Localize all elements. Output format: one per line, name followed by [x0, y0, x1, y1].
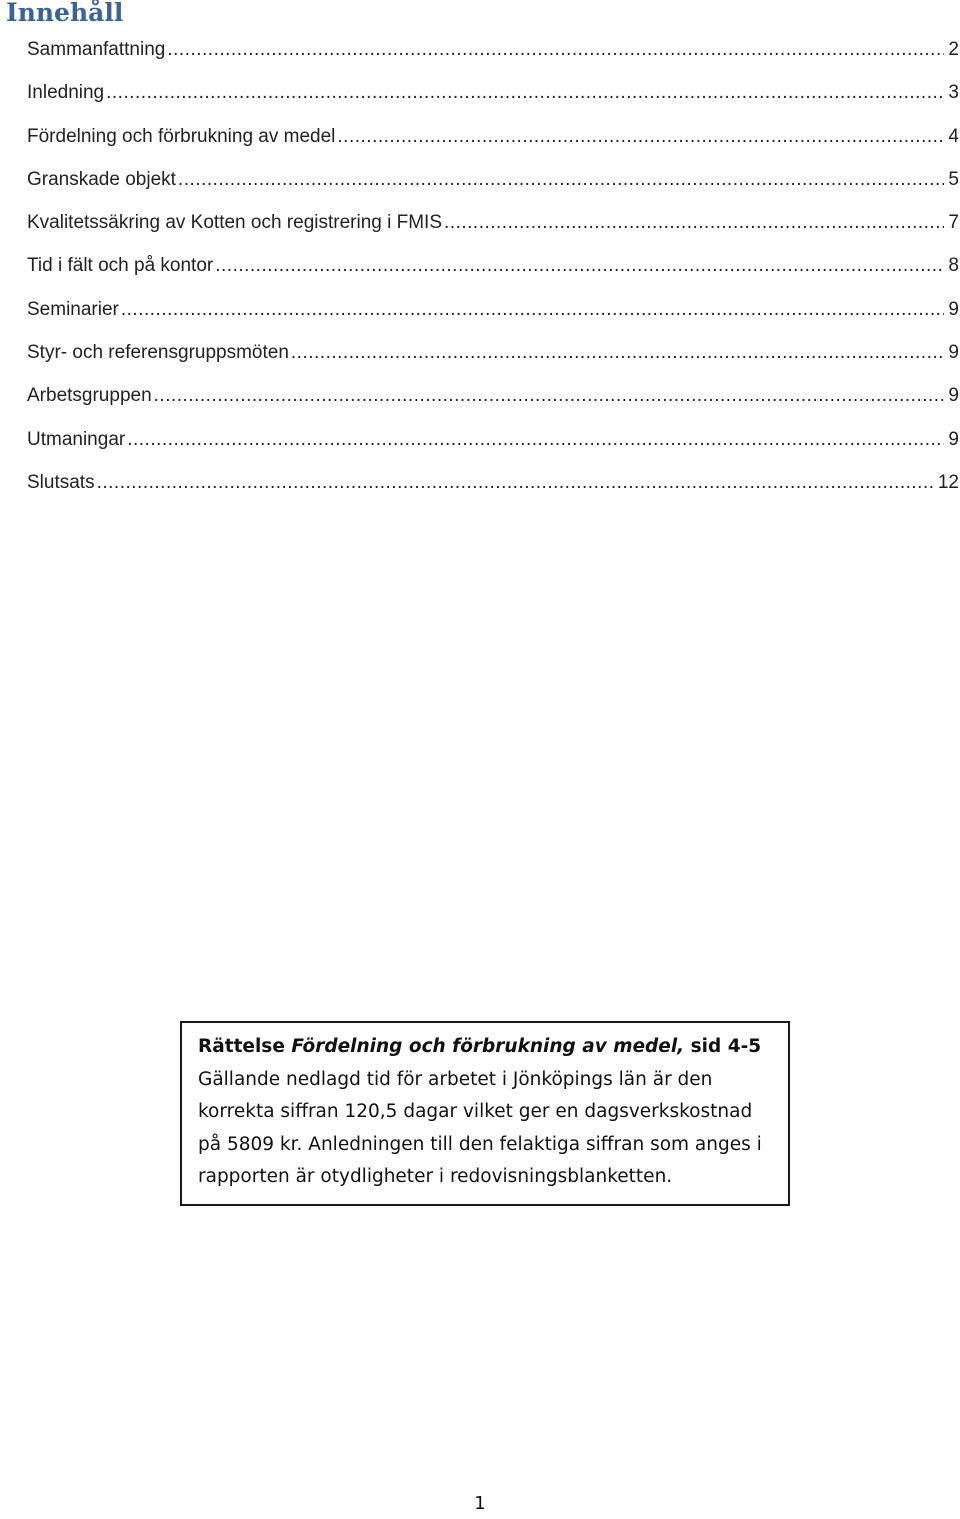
toc-entry-title: Tid i fält och på kontor — [27, 255, 214, 277]
correction-notice-title-prefix: Rättelse — [198, 1036, 285, 1057]
toc-dot-leader — [127, 425, 944, 455]
toc-entry-seminarier[interactable] — [27, 295, 959, 338]
toc-dot-leader — [215, 251, 944, 281]
toc-entry-title: Arbetsgruppen — [27, 385, 152, 407]
correction-notice-title — [198, 1031, 778, 1064]
correction-notice-line: korrekta siffran 120,5 dagar vilket ger en dagsverkskostnad — [198, 1101, 753, 1122]
correction-notice-box — [180, 1021, 790, 1206]
correction-notice-content — [198, 1031, 778, 1194]
toc-entry-arbetsgruppen[interactable] — [27, 381, 959, 424]
table-of-contents — [27, 35, 959, 511]
toc-dot-leader — [337, 122, 944, 152]
toc-entry-title: Granskade objekt — [27, 168, 176, 190]
toc-entry-page: 2 — [948, 39, 959, 60]
toc-heading: Innehåll — [6, 0, 124, 27]
toc-entry-page: 9 — [948, 428, 959, 450]
toc-entry-page: 9 — [948, 298, 959, 320]
toc-entry-title: Kvalitetssäkring av Kotten och registrering i FMIS — [27, 212, 443, 234]
toc-entry-title: Utmaningar — [27, 428, 126, 450]
toc-dot-leader — [178, 165, 945, 195]
toc-entry-page: 8 — [948, 255, 959, 277]
toc-entry-title: Sammanfattning — [27, 39, 166, 60]
toc-entry-tid-i-falt[interactable] — [27, 251, 959, 294]
toc-dot-leader — [154, 381, 945, 411]
toc-entry-utmaningar[interactable] — [27, 425, 959, 468]
correction-notice-line: rapporten är otydligheter i redovisningsblanketten. — [198, 1166, 673, 1187]
page-number: 1 — [474, 1493, 486, 1514]
toc-entry-page: 4 — [948, 125, 959, 147]
correction-notice-title-pages: sid 4-5 — [690, 1036, 762, 1057]
toc-entry-fordelning[interactable] — [27, 122, 959, 165]
toc-dot-leader — [291, 338, 945, 368]
toc-dot-leader — [167, 35, 944, 65]
toc-entry-page: 9 — [948, 385, 959, 407]
toc-dot-leader — [106, 78, 944, 108]
correction-notice-title-section: Fördelning och förbrukning av medel, — [291, 1036, 685, 1057]
toc-entry-sammanfattning[interactable] — [27, 35, 959, 78]
correction-notice-line: på 5809 kr. Anledningen till den felaktiga siffran som anges i — [198, 1133, 762, 1155]
toc-entry-page: 5 — [948, 168, 959, 190]
toc-entry-title: Styr- och referensgruppsmöten — [27, 342, 289, 364]
toc-entry-title: Inledning — [27, 82, 105, 104]
toc-entry-inledning[interactable] — [27, 78, 959, 121]
toc-entry-kvalitetssakring[interactable] — [27, 208, 959, 251]
toc-dot-leader — [121, 295, 945, 325]
toc-entry-page: 3 — [948, 82, 959, 104]
toc-entry-page: 9 — [948, 342, 959, 364]
toc-entry-page: 7 — [948, 212, 959, 234]
toc-dot-leader — [97, 468, 934, 498]
toc-entry-granskade-objekt[interactable] — [27, 165, 959, 208]
toc-entry-title: Slutsats — [27, 471, 95, 493]
toc-entry-page: 12 — [937, 471, 959, 493]
correction-notice-line: Gällande nedlagd tid för arbetet i Jönköpings län är den — [198, 1068, 713, 1090]
toc-entry-title: Fördelning och förbrukning av medel — [27, 125, 336, 147]
toc-dot-leader — [444, 208, 944, 238]
toc-entry-title: Seminarier — [27, 298, 119, 320]
toc-entry-slutsats[interactable] — [27, 468, 959, 511]
toc-entry-styr-och-referensgruppsmoten[interactable] — [27, 338, 959, 381]
